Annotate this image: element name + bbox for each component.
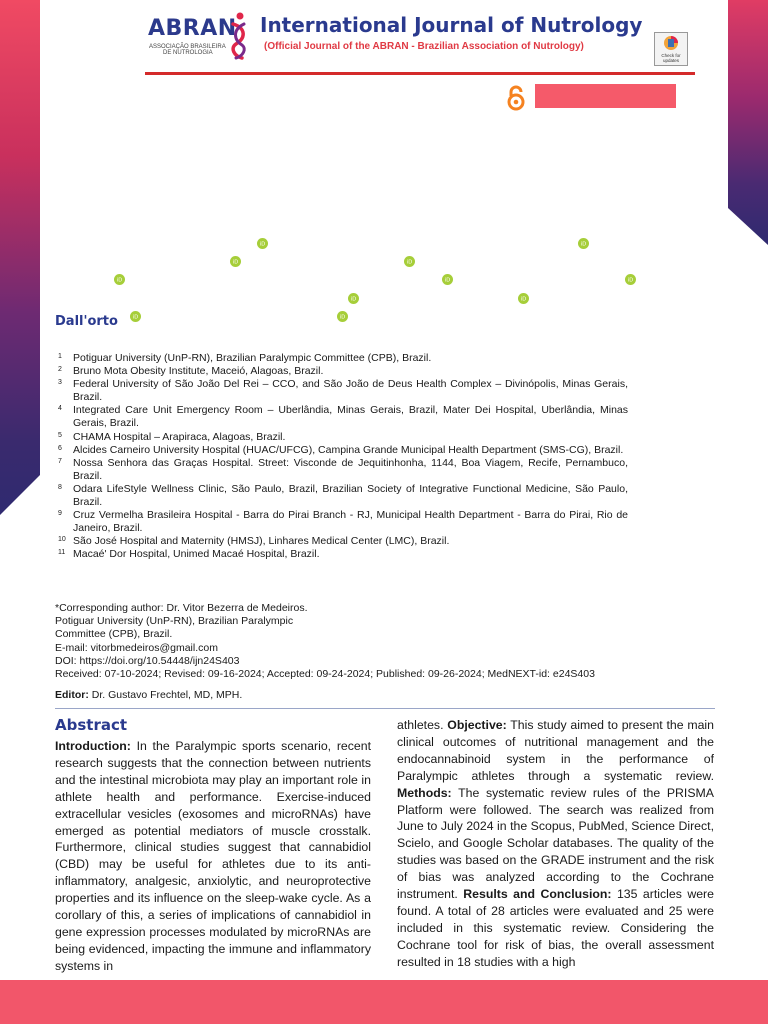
affiliation-number: 10 <box>58 536 66 544</box>
objective-text: This study aimed to present the main clinical outcomes of nutritional management and the endocannabinoid system in the performance of Paralympic athletes through a systematic review. <box>397 718 714 783</box>
orcid-icon[interactable] <box>404 256 415 267</box>
affiliation-text: Nossa Senhora das Graças Hospital. Street: Visconde de Jequitinhonha, 1144, Boa Viagem, Recife, Pernambuco, Brazil. <box>73 456 628 482</box>
article-dates: Received: 07-10-2024; Revised: 09-16-2024; Accepted: 09-24-2024; Published: 09-26-2024; MedNEXT-id: e24S403 <box>55 668 595 681</box>
logo-subtitle-line2: DE NUTROLOGIA <box>163 50 213 56</box>
editor-line <box>55 689 242 701</box>
methods-text: The systematic review rules of the PRISMA Platform were followed. The search was realized from June to July 2024 in the Scopus, PubMed, Science Direct, Scielo, and Google Scholar databases. The quality of the studies was based on the GRADE instrument and the risk of bias was analyzed according to the Cochrane instrument. <box>397 785 714 902</box>
svg-text:iD: iD <box>406 259 413 266</box>
affiliation-item <box>58 457 628 483</box>
affiliation-text: Odara LifeStyle Wellness Clinic, São Paulo, Brazil, Brazilian Society of Integrative Functional Medicine, São Paulo, Brazil. <box>73 482 628 509</box>
orcid-icon[interactable] <box>114 274 125 285</box>
results-label: Results and Conclusion: <box>463 887 612 902</box>
logo-subtitle-line1: ASSOCIAÇÃO BRASILEIRA <box>149 44 226 50</box>
corresponding-affiliation-line1: Potiguar University (UnP-RN), Brazilian Paralympic <box>55 615 294 628</box>
affiliation-number: 3 <box>58 379 62 387</box>
svg-text:iD: iD <box>232 259 239 266</box>
results-text: 135 articles were found. A total of 28 articles were evaluated and 25 were included in this systematic review. Considering the Cochrane tool for risk of bias, the overall assessment resulted in 18 studies with a high <box>397 887 714 969</box>
correspondence-block <box>55 602 655 681</box>
affiliation-item <box>58 378 628 404</box>
orcid-icon[interactable] <box>625 274 636 285</box>
check-for-updates-badge[interactable] <box>654 32 688 66</box>
crossmark-icon <box>655 33 687 53</box>
affiliation-item <box>58 365 628 378</box>
affiliation-text: São José Hospital and Maternity (HMSJ), Linhares Medical Center (LMC), Brazil. <box>73 535 450 548</box>
corresponding-affiliation-line2: Committee (CPB), Brazil. <box>55 628 173 641</box>
svg-text:iD: iD <box>132 314 139 321</box>
introduction-text-continued: athletes. <box>397 718 444 732</box>
logo-subtitle <box>149 44 229 56</box>
methods-label: Methods: <box>397 785 452 800</box>
affiliation-number: 7 <box>58 457 62 465</box>
affiliation-item <box>58 509 628 535</box>
affiliation-text: Potiguar University (UnP-RN), Brazilian Paralympic Committee (CPB), Brazil. <box>73 352 432 364</box>
abstract-heading: Abstract <box>55 716 128 734</box>
author-name: Dall'orto <box>55 314 118 329</box>
svg-text:iD: iD <box>444 277 451 284</box>
left-decorative-band <box>0 0 40 520</box>
affiliation-item <box>58 352 628 365</box>
affiliation-text: CHAMA Hospital – Arapiraca, Alagoas, Brazil. <box>73 430 286 443</box>
orcid-icon[interactable] <box>442 274 453 285</box>
orcid-icon[interactable] <box>578 238 589 249</box>
section-divider <box>55 708 715 709</box>
affiliation-item <box>58 535 628 548</box>
svg-text:iD: iD <box>350 296 357 303</box>
svg-text:iD: iD <box>116 277 123 284</box>
right-decorative-band <box>728 0 768 245</box>
check-updates-line1: Check for <box>661 53 681 58</box>
svg-text:iD: iD <box>580 241 587 248</box>
ribbon-icon <box>228 12 250 60</box>
affiliation-text: Integrated Care Unit Emergency Room – Uberlândia, Minas Gerais, Brazil, Mater Dei Hospital, Uberlândia, Minas Gerais, Brazil. <box>73 404 628 430</box>
orcid-icon[interactable] <box>518 293 529 304</box>
affiliation-text: Macaé' Dor Hospital, Unimed Macaé Hospital, Brazil. <box>73 548 320 561</box>
header-divider <box>145 72 695 75</box>
affiliation-number: 1 <box>58 353 62 360</box>
affiliation-number: 4 <box>58 405 62 413</box>
affiliation-text: Cruz Vermelha Brasileira Hospital - Barra do Pirai Branch - RJ, Municipal Health Department - Barra do Pirai, Rio de Janeiro, Brazil. <box>73 509 628 535</box>
journal-title: International Journal of Nutrology <box>260 13 643 37</box>
affiliation-item <box>58 431 628 444</box>
affiliation-number: 6 <box>58 444 62 452</box>
affiliation-number: 5 <box>58 431 62 439</box>
affiliation-item <box>58 404 628 430</box>
svg-text:iD: iD <box>520 296 527 303</box>
svg-text:iD: iD <box>627 277 634 284</box>
affiliation-number: 8 <box>58 483 62 491</box>
open-access-icon <box>506 85 526 111</box>
affiliation-item <box>58 483 628 509</box>
affiliation-number: 9 <box>58 510 62 518</box>
editor-name: Dr. Gustavo Frechtel, MD, MPH. <box>91 689 243 701</box>
objective-label: Objective: <box>447 718 507 732</box>
introduction-label: Introduction: <box>55 739 131 753</box>
abran-logo <box>148 12 250 60</box>
orcid-icon[interactable] <box>337 311 348 322</box>
footer-band <box>0 980 768 1024</box>
affiliation-number: 11 <box>58 549 66 557</box>
abstract-column-left <box>55 738 371 974</box>
affiliations-list <box>58 352 628 562</box>
affiliation-text: Bruno Mota Obesity Institute, Maceió, Alagoas, Brazil. <box>73 365 324 378</box>
svg-text:iD: iD <box>259 241 266 248</box>
check-updates-label <box>655 53 687 63</box>
svg-text:iD: iD <box>339 314 346 321</box>
corresponding-email[interactable]: E-mail: vitorbmedeiros@gmail.com <box>55 641 218 654</box>
abstract-column-right <box>397 717 714 974</box>
corresponding-author: *Corresponding author: Dr. Vitor Bezerra de Medeiros. <box>55 602 308 614</box>
editor-label: Editor: <box>55 689 89 701</box>
orcid-icon[interactable] <box>257 238 268 249</box>
orcid-icon[interactable] <box>348 293 359 304</box>
affiliation-item <box>58 444 628 457</box>
affiliation-text: Alcides Carneiro University Hospital (HUAC/UFCG), Campina Grande Municipal Health Department (SMS-CG), Brazil. <box>73 443 624 456</box>
doi-link[interactable]: DOI: https://doi.org/10.54448/ijn24S403 <box>55 654 240 667</box>
logo-wordmark: ABRAN <box>148 16 237 41</box>
affiliation-item <box>58 548 628 561</box>
orcid-icon[interactable] <box>230 256 241 267</box>
journal-subtitle: (Official Journal of the ABRAN - Brazilian Association of Nutrology) <box>264 41 584 52</box>
affiliation-text: Federal University of São João Del Rei – CCO, and São João de Deus Health Complex – Divinópolis, Minas Gerais, Brazil. <box>73 378 628 404</box>
check-updates-line2: updates <box>662 58 679 63</box>
open-access-label-bar <box>535 84 676 108</box>
introduction-text: In the Paralympic sports scenario, recent research suggests that the connection between nutrients and the intestinal microbiota may play an important role in athlete health and performance. Exercise-induced extracellular vesicles (exosomes and microRNAs) have emerged as potential mediators of muscle crosstalk. Furthermore, clinical studies suggest that cannabidiol (CBD) may be useful for athletes due to its anti-inflammatory, analgesic, anxiolytic, and neuroprotective properties and its influence on the sleep-wake cycle. As a corollary of this, a series of implications of cannabidiol in gene expression processes modulated by microRNAs are being evidenced, impacting the immune and inflammatory systems in <box>55 739 371 973</box>
orcid-icon[interactable] <box>130 311 141 322</box>
affiliation-number: 2 <box>58 366 62 374</box>
